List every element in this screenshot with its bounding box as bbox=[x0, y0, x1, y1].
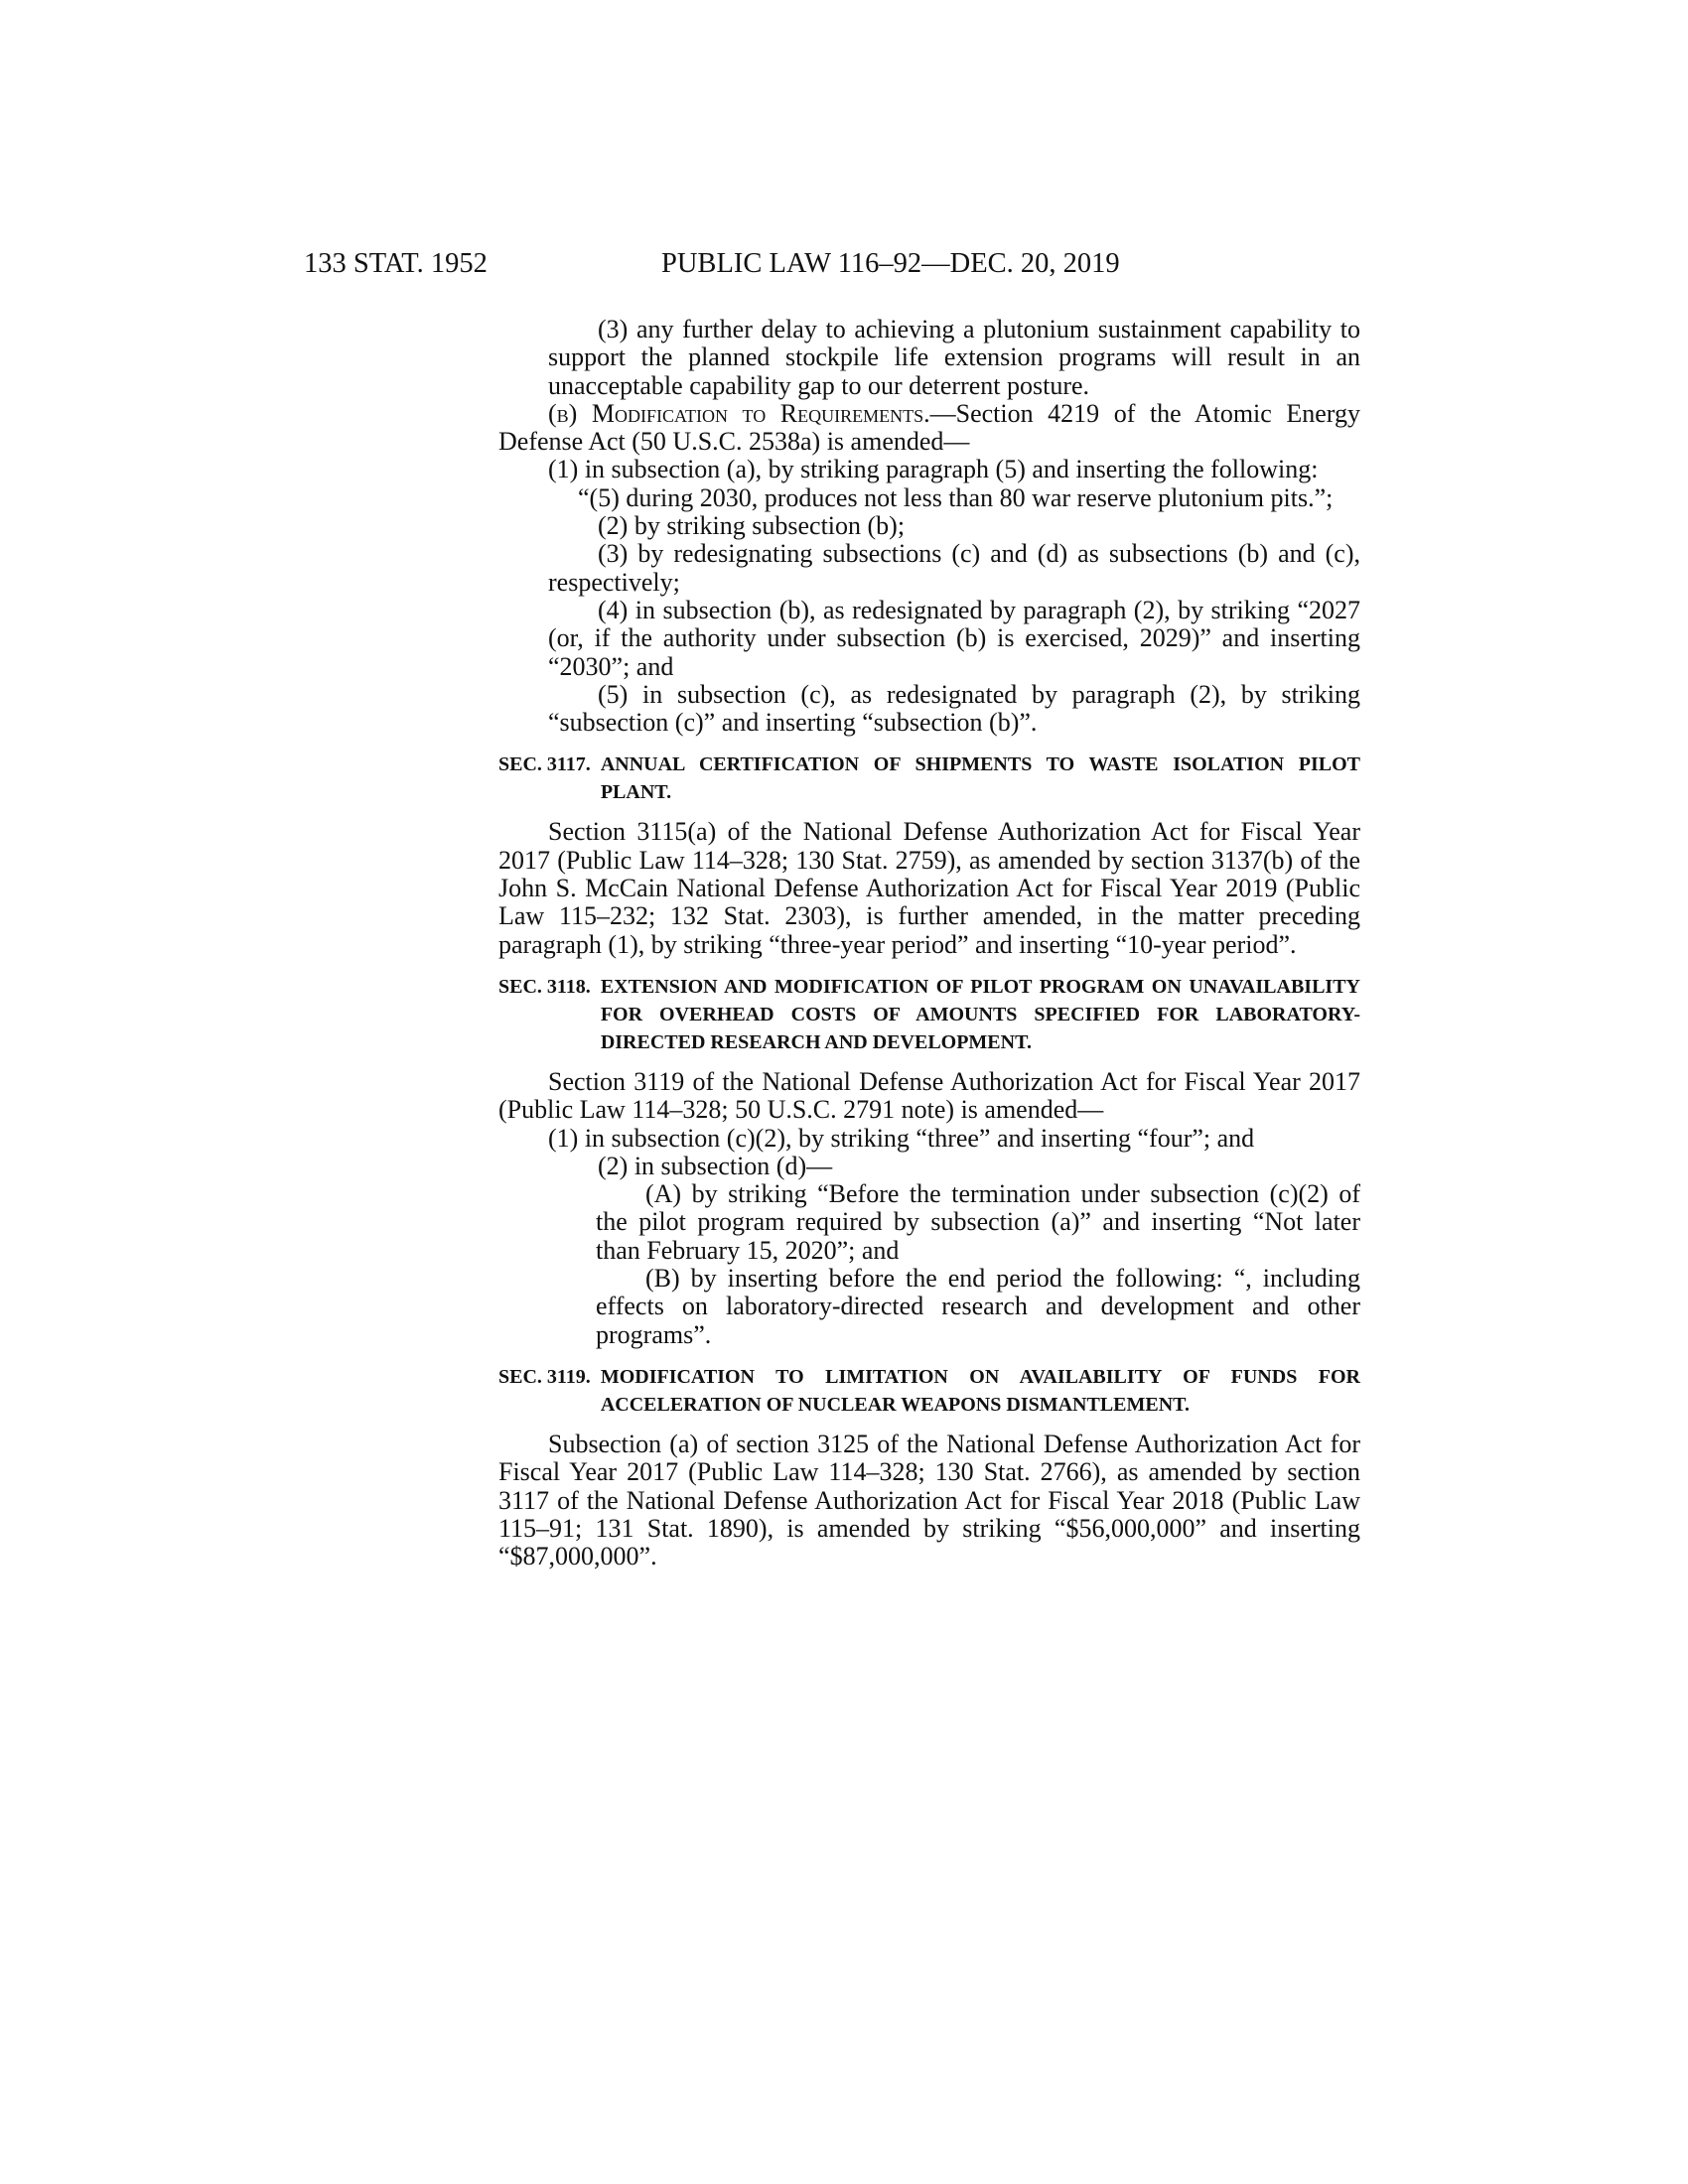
section-number: SEC. 3117. bbox=[498, 753, 591, 776]
section-title: ANNUAL CERTIFICATION OF SHIPMENTS TO WASTE ISOLATION PILOT PLANT. bbox=[600, 753, 1360, 804]
section-number: SEC. 3118. bbox=[498, 975, 591, 998]
subsection-b-heading: (b) Modification to Requirements. bbox=[548, 398, 930, 428]
item-b4: (4) in subsection (b), as redesignated by paragraph (2), by striking “2027 (or, if the authority under subsection (b) is exercised, 2029)” and inserting “2030”; and bbox=[548, 595, 1360, 681]
section-3118-body: Section 3119 of the National Defense Authorization Act for Fiscal Year 2017 (Public Law 114–328; 50 U.S.C. 2791 note) is amended— bbox=[498, 1066, 1360, 1125]
section-heading-3119 bbox=[498, 1363, 1360, 1419]
item-b1: (1) in subsection (a), by striking paragraph (5) and inserting the following: bbox=[548, 455, 1319, 484]
section-3118-item-2: (2) in subsection (d)— bbox=[598, 1151, 833, 1180]
section-3118-item-B: (B) by inserting before the end period the following: “, including effects on laboratory-directed research and development and other programs”. bbox=[596, 1264, 1360, 1349]
statute-page-number: 133 STAT. 1952 bbox=[304, 248, 488, 279]
subsection-b bbox=[498, 400, 1360, 457]
public-law-title: PUBLIC LAW 116–92—DEC. 20, 2019 bbox=[661, 248, 1120, 279]
section-3118-item-A: (A) by striking “Before the termination under subsection (c)(2) of the pilot program required by subsection (a)” and inserting “Not later than February 15, 2020”; and bbox=[596, 1179, 1360, 1265]
page-header bbox=[304, 248, 1360, 288]
section-heading-3118 bbox=[498, 973, 1360, 1056]
section-title: MODIFICATION TO LIMITATION ON AVAILABILITY OF FUNDS FOR ACCELERATION OF NUCLEAR WEAPONS DISMANTLEMENT. bbox=[600, 1365, 1360, 1416]
item-b2: (2) by striking subsection (b); bbox=[598, 511, 906, 541]
section-heading-3117 bbox=[498, 751, 1360, 806]
document-body bbox=[498, 316, 1360, 1570]
item-b3: (3) by redesignating subsections (c) and (d) as subsections (b) and (c), respectively; bbox=[548, 539, 1360, 597]
section-number: SEC. 3119. bbox=[498, 1365, 591, 1388]
subsection-b-text: —Section 4219 of the Atomic Energy Defense Act (50 U.S.C. 2538a) is amended— bbox=[498, 398, 1360, 457]
item-b5: (5) in subsection (c), as redesignated by paragraph (2), by striking “subsection (c)” and inserting “subsection (b)”. bbox=[548, 679, 1360, 738]
section-3117-body: Section 3115(a) of the National Defense Authorization Act for Fiscal Year 2017 (Public Law 114–328; 130 Stat. 2759), as amended by section 3137(b) of the John S. McCain National Defense Authorization Act for Fiscal Year 2019 (Public Law 115–232; 132 Stat. 2303), is further amended, in the matter preceding paragraph (1), by striking “three-year period” and inserting “10-year period”. bbox=[498, 817, 1360, 959]
section-3119-body: Subsection (a) of section 3125 of the National Defense Authorization Act for Fiscal Year 2017 (Public Law 114–328; 130 Stat. 2766), as amended by section 3117 of the National Defense Authorization Act for Fiscal Year 2018 (Public Law 115–91; 131 Stat. 1890), is amended by striking “$56,000,000” and inserting “$87,000,000”. bbox=[498, 1429, 1360, 1571]
paragraph-3: (3) any further delay to achieving a plutonium sustainment capability to support the planned stockpile life extension programs will result in an unacceptable capability gap to our deterrent posture. bbox=[548, 315, 1360, 400]
item-b1-quote: “(5) during 2030, produces not less than 80 war reserve plutonium pits.”; bbox=[578, 482, 1334, 512]
section-3118-item-1: (1) in subsection (c)(2), by striking “three” and inserting “four”; and bbox=[548, 1123, 1255, 1153]
section-title: EXTENSION AND MODIFICATION OF PILOT PROGRAM ON UNAVAILABILITY FOR OVERHEAD COSTS OF AMOUNTS SPECIFIED FOR LABORATORY-DIRECTED RESEARCH AND DEVELOPMENT. bbox=[600, 975, 1360, 1053]
